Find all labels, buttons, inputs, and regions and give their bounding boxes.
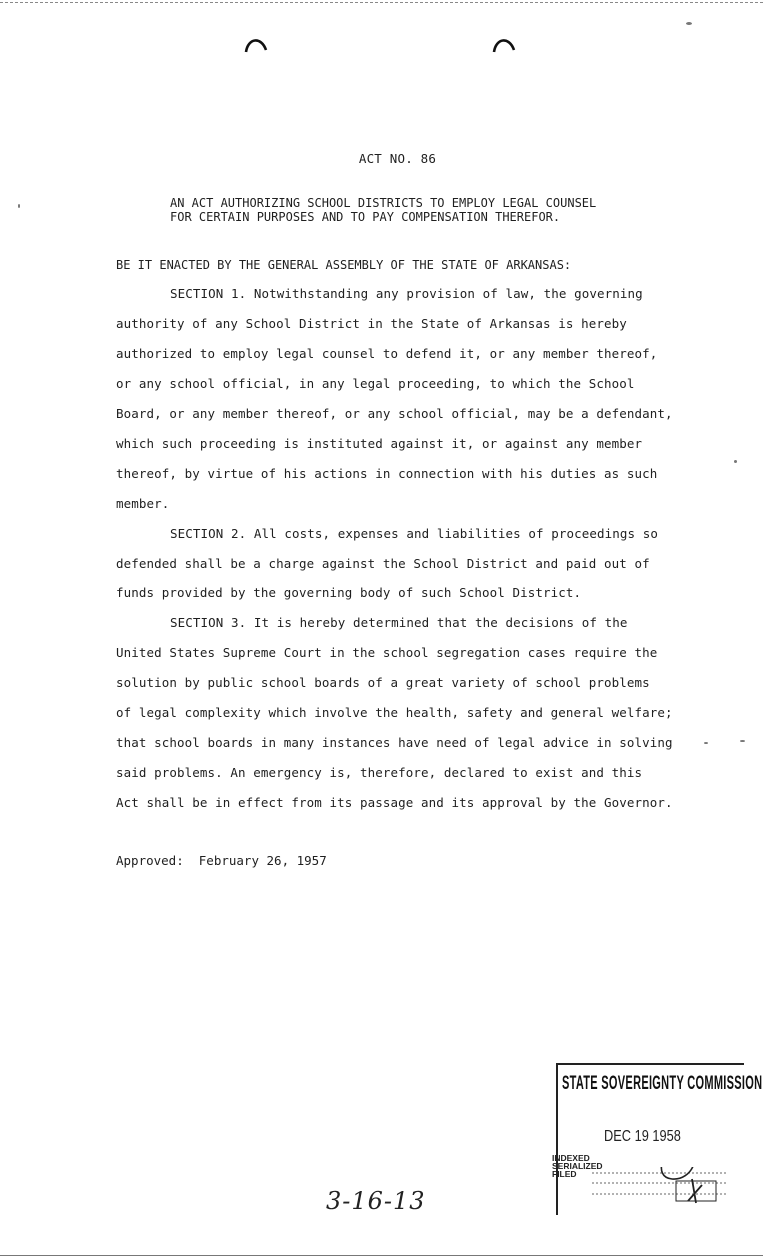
body-line: authority of any School District in the State of Arkansas is hereby bbox=[116, 316, 627, 331]
body-line: thereof, by virtue of his actions in connection with his duties as such bbox=[116, 466, 658, 481]
body-line: United States Supreme Court in the school segregation cases require the bbox=[116, 645, 658, 660]
bottom-border bbox=[0, 1255, 763, 1256]
body-line: which such proceeding is instituted against it, or against any member bbox=[116, 436, 643, 451]
commission-stamp bbox=[548, 1063, 763, 1220]
stamp-title: STATE SOVEREIGNTY COMMISSION bbox=[562, 1073, 763, 1094]
enacting-clause: BE IT ENACTED BY THE GENERAL ASSEMBLY OF THE STATE OF ARKANSAS: bbox=[116, 258, 572, 272]
stamp-date: DEC 19 1958 bbox=[604, 1128, 681, 1145]
body-line: Board, or any member thereof, or any school official, may be a defendant, bbox=[116, 406, 673, 421]
body-line: SECTION 2. All costs, expenses and liabilities of proceedings so bbox=[170, 526, 659, 541]
approval-date: Approved: February 26, 1957 bbox=[116, 853, 327, 868]
handwritten-file-number: 3-16-13 bbox=[326, 1187, 426, 1215]
body-line: said problems. An emergency is, therefore, declared to exist and this bbox=[116, 765, 643, 780]
speck bbox=[704, 742, 708, 744]
act-summary bbox=[170, 196, 596, 224]
summary-line-2: FOR CERTAIN PURPOSES AND TO PAY COMPENSATION THEREFOR. bbox=[170, 210, 561, 224]
stamp-label-indexed: INDEXED bbox=[552, 1153, 590, 1163]
act-title: ACT NO. 86 bbox=[358, 151, 437, 166]
body-line: solution by public school boards of a great variety of school problems bbox=[116, 675, 650, 690]
top-border bbox=[0, 2, 763, 3]
body-line: or any school official, in any legal proceeding, to which the School bbox=[116, 376, 635, 391]
stamp-signature-lines bbox=[592, 1167, 732, 1207]
speck bbox=[686, 22, 692, 25]
speck bbox=[734, 460, 737, 463]
stamp-label-filed: FILED bbox=[552, 1169, 577, 1179]
body-line: funds provided by the governing body of such School District. bbox=[116, 585, 582, 600]
punch-hole-mark-left bbox=[243, 34, 269, 54]
punch-hole-mark-right bbox=[491, 34, 517, 54]
body-line: SECTION 1. Notwithstanding any provision of law, the governing bbox=[170, 286, 643, 301]
body-line: SECTION 3. It is hereby determined that the decisions of the bbox=[170, 615, 628, 630]
body-line: member. bbox=[116, 496, 170, 511]
body-line: Act shall be in effect from its passage and its approval by the Governor. bbox=[116, 795, 673, 810]
summary-line-1: AN ACT AUTHORIZING SCHOOL DISTRICTS TO EMPLOY LEGAL COUNSEL bbox=[170, 196, 597, 210]
body-line: authorized to employ legal counsel to defend it, or any member thereof, bbox=[116, 346, 658, 361]
speck bbox=[740, 740, 745, 742]
body-line: defended shall be a charge against the School District and paid out of bbox=[116, 556, 650, 571]
speck bbox=[18, 204, 20, 208]
body-line: that school boards in many instances have need of legal advice in solving bbox=[116, 735, 673, 750]
stamp-label-serialized: SERIALIZED bbox=[552, 1161, 603, 1171]
body-line: of legal complexity which involve the health, safety and general welfare; bbox=[116, 705, 673, 720]
